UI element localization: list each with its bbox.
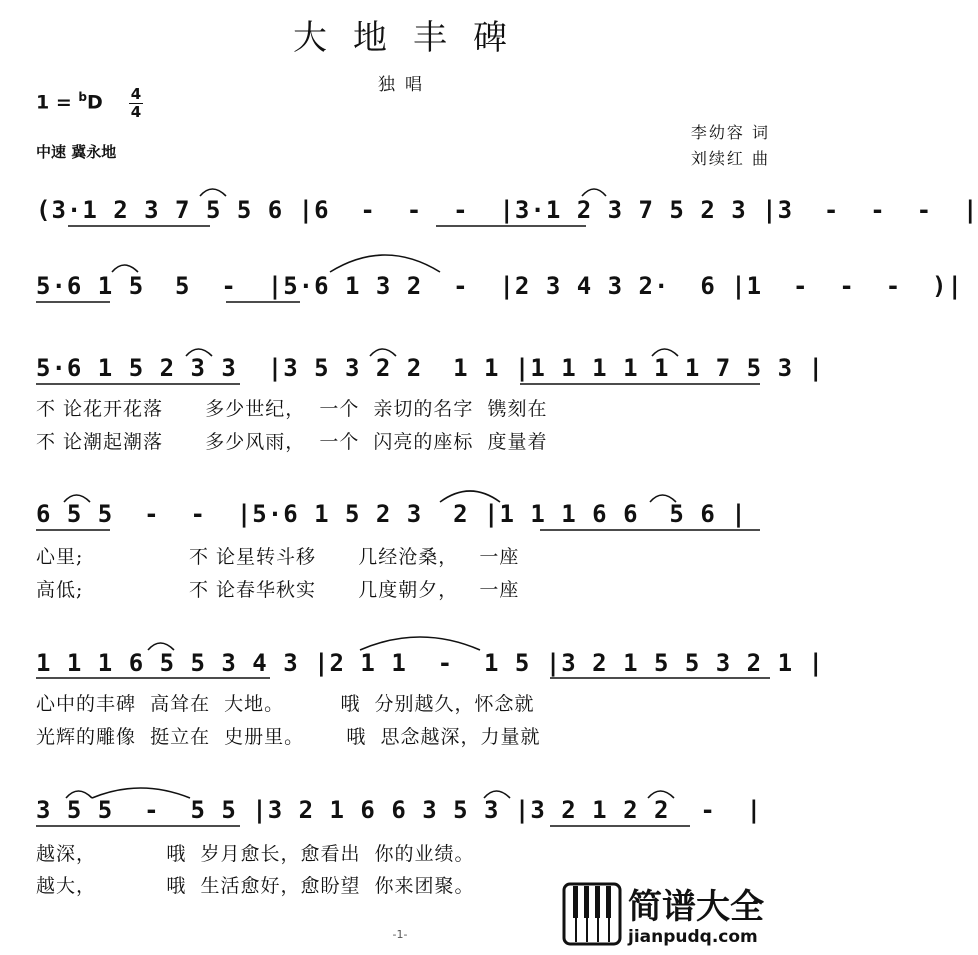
- tempo-marking: 中速 冀永地: [36, 143, 117, 161]
- notation-line-4: 6 5 5 - - |5·6 1 5 2 3 2 |1 1 1 6 6 5 6 |: [36, 500, 747, 528]
- lyric-verse-1-line-5: 心中的丰碑 高耸在 大地。 哦 分别越久，怀念就: [36, 693, 535, 715]
- watermark-brand: 简谱大全: [628, 887, 764, 927]
- performance-type: 独唱: [378, 75, 432, 95]
- notation-line-2: 5·6 1 5 5 - |5·6 1 3 2 - |2 3 4 3 2· 6 |1 - - - )|: [36, 272, 963, 300]
- time-signature-top: 4: [130, 85, 142, 103]
- piano-keys-icon: [564, 884, 620, 944]
- song-title: 大地丰碑: [293, 18, 533, 58]
- tie-mark: [484, 791, 510, 798]
- lyricist-credit: 李幼容 词: [690, 123, 770, 142]
- key-prefix: 1 =: [36, 91, 72, 114]
- tie-mark: [330, 255, 440, 272]
- tie-mark: [650, 495, 676, 502]
- tie-mark: [360, 637, 480, 650]
- notation-line-1: (3·1 2 3 7 5 5 6 |6 - - - |3·1 2 3 7 5 2 3 |3 - - - |: [36, 196, 978, 224]
- composer-credit: 刘续红 曲: [690, 149, 770, 168]
- lyric-verse-1-line-6: 越深， 哦 岁月愈长，愈看出 你的业绩。: [36, 843, 475, 865]
- tie-mark: [148, 643, 174, 650]
- tie-mark: [64, 495, 90, 502]
- site-watermark: [562, 880, 794, 950]
- lyric-verse-2-line-5: 光辉的雕像 挺立在 史册里。 哦 思念越深，力量就: [36, 726, 541, 748]
- lyric-verse-2-line-3: 不 论潮起潮落 多少风雨， 一个 闪亮的座标 度量着: [36, 431, 548, 453]
- key-note: D: [86, 91, 103, 114]
- tie-mark: [440, 491, 500, 502]
- tie-mark: [582, 189, 606, 196]
- tie-mark: [652, 349, 678, 356]
- notation-line-3: 5·6 1 5 2 3 3 |3 5 3 2 2 1 1 |1 1 1 1 1 1 7 5 3 |: [36, 354, 824, 382]
- lyric-verse-2-line-4: 高低; 不 论春华秋实 几度朝夕， 一座: [36, 579, 520, 601]
- tie-mark: [66, 791, 92, 798]
- tie-mark: [112, 265, 138, 272]
- flat-sign: b: [78, 90, 87, 104]
- watermark-url: jianpudq.com: [628, 927, 758, 947]
- tie-mark: [200, 189, 226, 196]
- notation-line-6: 3 5 5 - 5 5 |3 2 1 6 6 3 5 3 |3 2 1 2 2 - |: [36, 796, 763, 824]
- lyric-verse-1-line-3: 不 论花开花落 多少世纪， 一个 亲切的名字 镌刻在: [36, 398, 548, 420]
- lyric-verse-2-line-6: 越大， 哦 生活愈好，愈盼望 你来团聚。: [36, 875, 475, 897]
- page-number: -1-: [392, 928, 408, 941]
- tie-mark: [92, 788, 190, 798]
- tie-mark: [186, 349, 212, 356]
- tie-mark: [370, 349, 396, 356]
- notation-line-5: 1 1 1 6 5 5 3 4 3 |2 1 1 - 1 5 |3 2 1 5 5 3 2 1 |: [36, 649, 824, 677]
- tie-mark: [648, 791, 674, 798]
- lyric-verse-1-line-4: 心里; 不 论星转斗移 几经沧桑， 一座: [36, 546, 520, 568]
- time-signature-bottom: 4: [130, 103, 142, 121]
